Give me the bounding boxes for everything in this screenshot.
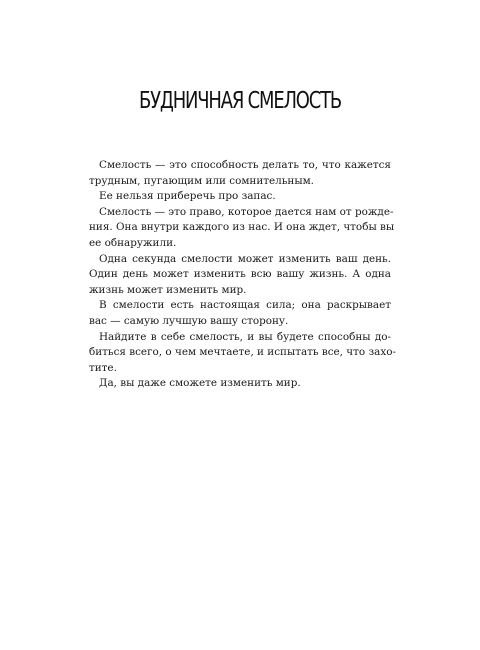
paragraph-6 — [89, 330, 396, 377]
text-line: Один день может изменить всю вашу жизнь. А одна — [89, 268, 391, 281]
chapter-title: БУДНИЧНАЯ СМЕЛОСТЬ — [138, 88, 342, 114]
text-line: тите. — [89, 361, 117, 374]
text-line: биться всего, о чем мечтаете, и испытать все, что захо- — [89, 346, 396, 359]
text-line: В смелости есть настоящая сила; она раскрывает — [99, 299, 391, 312]
text-line: Ее нельзя приберечь про запас. — [99, 190, 276, 203]
body-text — [89, 158, 396, 392]
paragraph-4 — [89, 252, 391, 299]
text-line: ния. Она внутри каждого из нас. И она ждет, чтобы вы — [89, 221, 395, 234]
text-line: вас — самую лучшую вашу сторону. — [89, 314, 289, 327]
text-line: Да, вы даже сможете изменить мир. — [99, 377, 301, 390]
text-line: Смелость — это право, которое дается нам от рожде- — [99, 205, 394, 218]
text-line: Одна секунда смелости может изменить ваш день. — [99, 252, 391, 265]
text-line: Найдите в себе смелость, и вы будете способны до- — [99, 330, 391, 343]
text-line: Смелость — это способность делать то, что кажется — [99, 159, 391, 171]
text-line: ее обнаружили. — [89, 236, 177, 249]
text-line: жизнь может изменить мир. — [89, 283, 247, 296]
paragraph-5 — [89, 298, 391, 329]
paragraph-2 — [89, 189, 391, 205]
paragraph-7 — [89, 376, 391, 392]
paragraph-1 — [89, 158, 391, 189]
paragraph-3 — [89, 205, 395, 252]
text-line: трудным, пугающим или сомнительным. — [89, 174, 314, 187]
